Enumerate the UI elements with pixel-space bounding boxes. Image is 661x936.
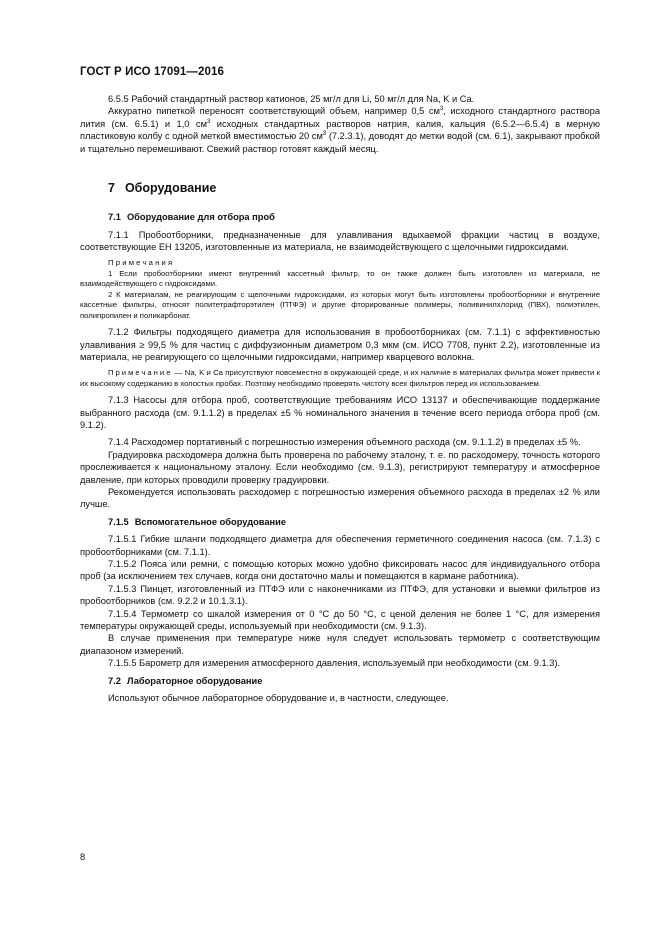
subsection-heading-7-2: 7.2 Лабораторное оборудование	[108, 675, 263, 686]
paragraph-7-1-1: 7.1.1 Пробоотборники, предназначенные для улавливания вдыхаемой фракции частиц в воздухе, соответствующие ЕН 13205, изготовленные из материала, не взаимодействующего с щелочными гидроксидами.	[80, 229, 600, 253]
document-header: ГОСТ Р ИСО 17091—2016	[80, 66, 225, 78]
superscript: 3	[322, 131, 327, 138]
paragraph-7-1-5-5: 7.1.5.5 Барометр для измерения атмосферного давления, используемый при необходимости (см. 9.1.3).	[108, 658, 561, 669]
paragraph-7-1-5-1: 7.1.5.1 Гибкие шланги подходящего диаметра для обеспечения герметичного соединения насоса (см. 7.1.3) с пробоотборниками (см. 7.1.1).	[80, 534, 600, 557]
document-body	[80, 93, 600, 704]
paragraph-7-1-5-2: 7.1.5.2 Пояса или ремни, с помощью которых можно удобно фиксировать насос для индивидуального отбора проб (за исключением тех случаев, когда они достаточно малы и помещаются в кармане работника).	[80, 559, 600, 582]
notes-label: Примечания	[108, 257, 175, 267]
superscript: 3	[206, 118, 211, 125]
subsection-heading-7-1-5: 7.1.5 Вспомогательное оборудование	[108, 516, 287, 527]
paragraph-7-1-5-3: 7.1.5.3 Пинцет, изготовленный из ПТФЭ или с наконечниками из ПТФЭ, для установки и выемки фильтров из пробоотборников (см. 9.2.2 и 10.1.3.1).	[80, 583, 600, 607]
paragraph-6-5-5: 6.5.5 Рабочий стандартный раствор катионов, 25 мг/л для Li, 50 мг/л для Na, K и Ca.	[108, 94, 475, 104]
note-3: Примечание — Na, K и Ca присутствуют повсеместно в окружающей среде, и их наличие в материалах фильтра может привести к их высокому содержанию в холостых пробах. Поэтому необходимо проверять чистоту всех фильтров перед их использованием.	[80, 368, 600, 388]
paragraph-7-1-5-4: 7.1.5.4 Термометр со шкалой измерения от 0 °С до 50 °С, с ценой деления не более 1 °С, для измерения температуры окружающей среды, используемый при необходимости (см. 9.1.3).	[80, 608, 600, 632]
paragraph-7-1-4: 7.1.4 Расходомер портативный с погрешностью измерения объемного расхода (см. 9.1.1.2) в пределах ±5 %.	[108, 437, 581, 448]
superscript: 3	[439, 106, 444, 113]
paragraph-7-1-3: 7.1.3 Насосы для отбора проб, соответствующие требованиям ИСО 13137 и обеспечивающие поддержание выбранного расхода (см. 9.1.1.2) в пределах ±5 % номинального значения в течение всего периода отбора проб (см. 9.1.2).	[80, 395, 600, 430]
note-1: 1 Если пробоотборники имеют внутренний кассетный фильтр, то он также должен быть изготовлен из материала, не взаимодействующего с гидроксидами.	[80, 269, 600, 289]
paragraph-7-2: Используют обычное лабораторное оборудование и, в частности, следующее.	[108, 693, 449, 704]
paragraph-7-1-4-calibration: Градуировка расходомера должна быть проверена по рабочему эталону, т. е. по расходомеру, точность которого прослеживается к национальному эталону. Если необходимо (см. 9.1.3), регистрируют температуру и атмосферное давление, при которых проводили проверку градуировки.	[80, 449, 600, 485]
subsection-heading-7-1: 7.1 Оборудование для отбора проб	[108, 212, 275, 223]
paragraph-7-1-4-recommendation: Рекомендуется использовать расходомер с погрешностью измерения объемного расхода в пределах ±2 % или лучше.	[80, 486, 600, 510]
section-heading-7: 7 Оборудование	[108, 181, 217, 196]
paragraph-6-5-5-procedure: Аккуратно пипеткой переносят соответствующий объем, например 0,5 $см^3$, исходного стандартного раствора лития (см. 6.5.1) и 1,0 $см^3$ исходных стандартных растворов натрия, калия, кальция (6.5.2—6.5.4) в мерную пластиковую колбу с одной меткой вместимостью 20 $см^3$ (7.2.3.1), доводят до метки водой (см. 6.1), закрывают пробкой и тщательно перемешивают. Свежий раствор готовят каждый месяц.	[80, 106, 601, 154]
paragraph-7-1-2: 7.1.2 Фильтры подходящего диаметра для использования в пробоотборниках (см. 7.1.1) с эффективностью улавливания ≥ 99,5 % для частиц с диффузионным диаметром 0,3 мкм (см. ИСО 7708, пункт 2.2), изготовленные из материала, не реагирующего со щелочными гидроксидами, например кварцевого волокна.	[80, 327, 600, 362]
page-number: 8	[80, 852, 86, 862]
paragraph-7-1-5-4-note: В случае применения при температуре ниже нуля следует использовать термометр с соответствующим диапазоном измерений.	[80, 633, 600, 656]
note-2: 2 К материалам, не реагирующим с щелочными гидроксидами, из которых могут быть изготовлены пробоотборники и внутренние кассетные фильтры, относят политетрафторэтилен (ПТФЭ) и другие фторированные полимеры, поливинилхлорид (ПВХ), полиэтилен, полипропилен и поликарбонат.	[80, 289, 600, 320]
